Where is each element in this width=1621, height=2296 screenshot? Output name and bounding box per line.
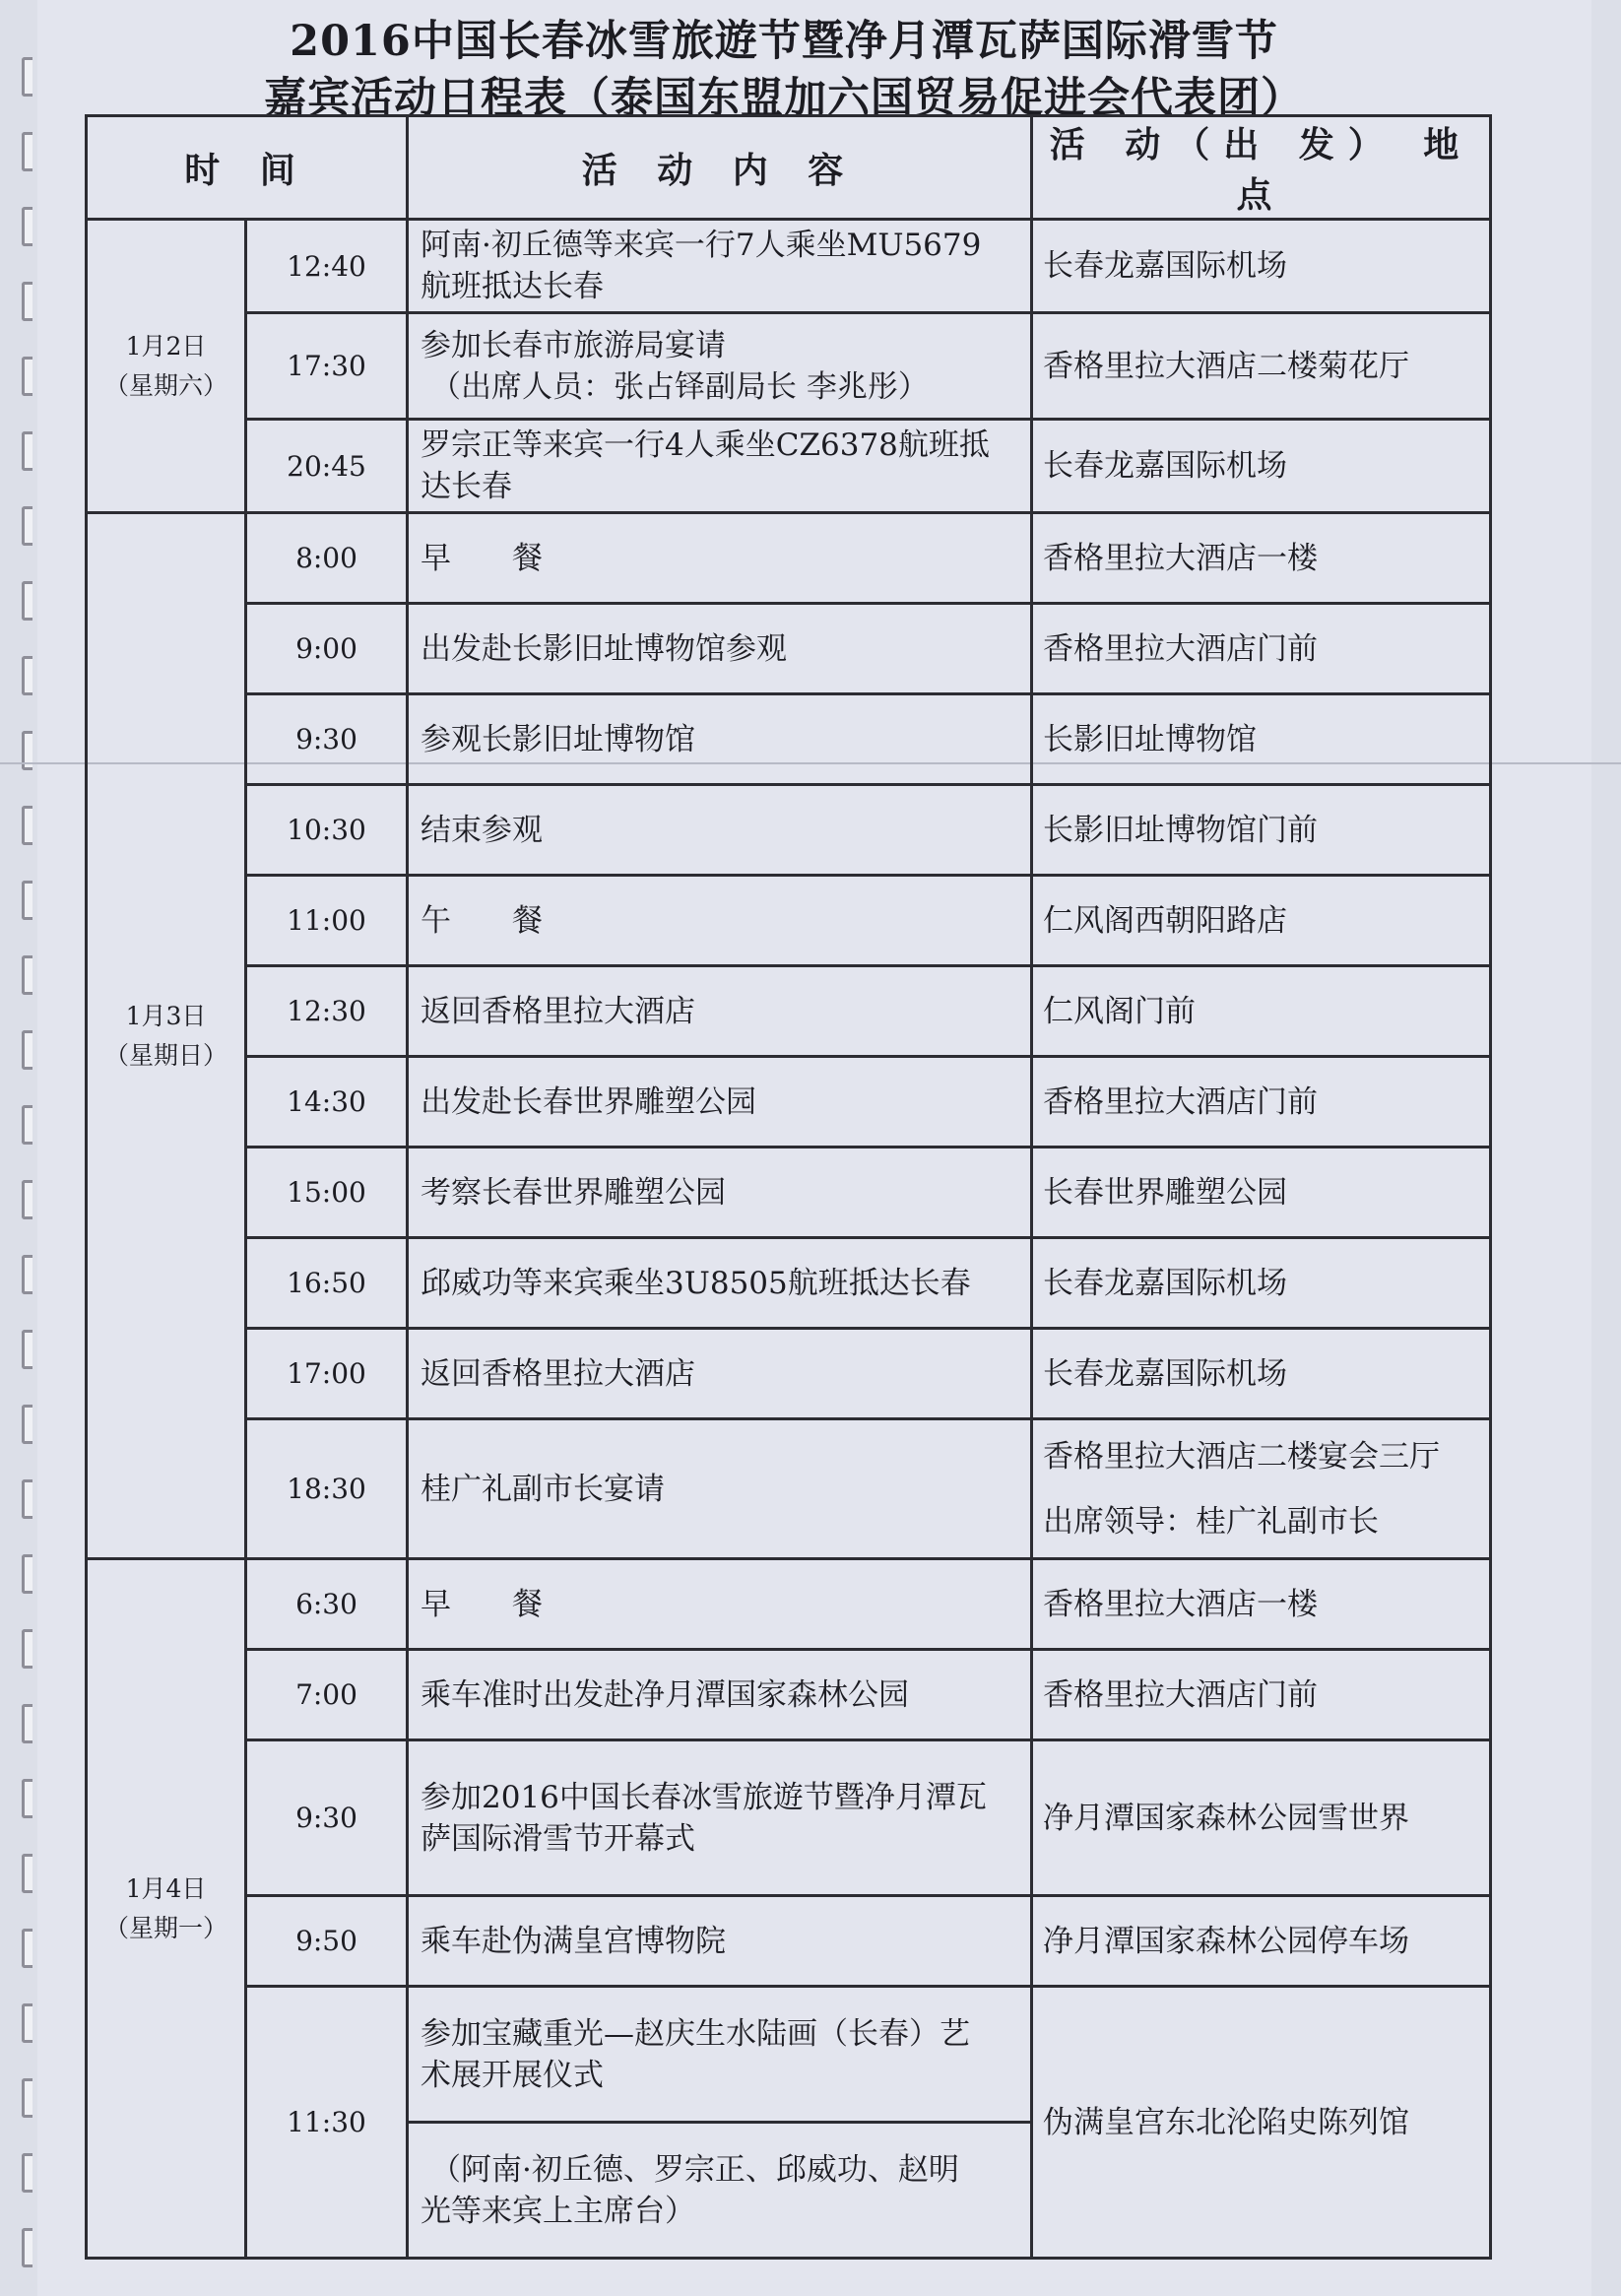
header-time: 时 间 <box>87 116 408 220</box>
time-cell: 11:00 <box>246 876 408 966</box>
content-cell: 考察长春世界雕塑公园 <box>408 1148 1032 1238</box>
location-cell: 长春龙嘉国际机场 <box>1032 1238 1491 1329</box>
time-cell: 7:00 <box>246 1650 408 1740</box>
binding-hole <box>22 731 32 770</box>
location-cell: 长春龙嘉国际机场 <box>1032 420 1491 513</box>
table-row <box>87 513 1491 604</box>
time-cell: 8:00 <box>246 513 408 604</box>
location-cell: 长影旧址博物馆门前 <box>1032 785 1491 876</box>
location-cell: 香格里拉大酒店门前 <box>1032 1057 1491 1148</box>
location-cell: 香格里拉大酒店门前 <box>1032 604 1491 694</box>
time-cell: 11:30 <box>246 1987 408 2259</box>
date-cell <box>87 513 246 1559</box>
binding-hole <box>22 581 32 621</box>
content-cell: 返回香格里拉大酒店 <box>408 966 1032 1057</box>
table-row <box>87 966 1491 1057</box>
content-cell: 出发赴长影旧址博物馆参观 <box>408 604 1032 694</box>
table-row <box>87 420 1491 513</box>
location-cell: 香格里拉大酒店门前 <box>1032 1650 1491 1740</box>
table-row <box>87 313 1491 420</box>
location-cell: 香格里拉大酒店二楼菊花厅 <box>1032 313 1491 420</box>
schedule-table <box>85 114 1492 2260</box>
time-cell: 12:40 <box>246 220 408 313</box>
time-cell: 18:30 <box>246 1419 408 1559</box>
table-row <box>87 1650 1491 1740</box>
binding-hole <box>22 1479 32 1519</box>
location-cell: 香格里拉大酒店一楼 <box>1032 513 1491 604</box>
table-row <box>87 1238 1491 1329</box>
content-text: 参加长春市旅游局宴请 <box>421 327 727 363</box>
content-text: （阿南·初丘德、罗宗正、邱威功、赵明 <box>430 2151 959 2188</box>
content-cell <box>408 420 1032 513</box>
content-text: 参加宝藏重光—赵庆生水陆画（长春）艺 <box>421 2015 971 2052</box>
binding-hole <box>22 2228 32 2267</box>
content-text: 罗宗正等来宾一行4人乘坐CZ6378航班抵 <box>421 427 990 463</box>
date-cell <box>87 220 246 513</box>
binding-hole <box>22 1629 32 1669</box>
content-cell <box>408 313 1032 420</box>
table-row <box>87 1740 1491 1896</box>
binding-hole <box>22 2078 32 2118</box>
date-label: 1月2日 <box>125 331 207 361</box>
binding-hole <box>22 1854 32 1893</box>
content-cell: 返回香格里拉大酒店 <box>408 1329 1032 1419</box>
weekday-label: （星期一） <box>103 1913 227 1942</box>
binding-hole <box>22 2003 32 2043</box>
table-row <box>87 1896 1491 1987</box>
binding-hole <box>22 207 32 246</box>
binding-hole <box>22 656 32 695</box>
location-cell: 长春龙嘉国际机场 <box>1032 1329 1491 1419</box>
table-row <box>87 1419 1491 1559</box>
content-cell <box>408 220 1032 313</box>
time-cell: 9:30 <box>246 694 408 785</box>
content-cell: 午 餐 <box>408 876 1032 966</box>
binding-hole <box>22 1554 32 1594</box>
binding-hole <box>22 282 32 321</box>
content-cell: 参观长影旧址博物馆 <box>408 694 1032 785</box>
time-cell: 15:00 <box>246 1148 408 1238</box>
content-text: 参加2016中国长春冰雪旅遊节暨净月潭瓦 <box>421 1779 987 1815</box>
content-cell <box>408 2123 1032 2259</box>
content-text: 萨国际滑雪节开幕式 <box>421 1820 696 1857</box>
location-cell: 长影旧址博物馆 <box>1032 694 1491 785</box>
time-cell: 17:00 <box>246 1329 408 1419</box>
binding-hole <box>22 1779 32 1818</box>
binding-hole <box>22 1105 32 1145</box>
location-cell: 仁风阁西朝阳路店 <box>1032 876 1491 966</box>
content-text: 航班抵达长春 <box>421 269 605 304</box>
location-cell: 长春世界雕塑公园 <box>1032 1148 1491 1238</box>
weekday-label: （星期日） <box>103 1040 227 1070</box>
table-row <box>87 604 1491 694</box>
binding-hole <box>22 881 32 920</box>
table-row <box>87 785 1491 876</box>
table-row <box>87 1148 1491 1238</box>
document-title-line1: 2016中国长春冰雪旅遊节暨净月潭瓦萨国际滑雪节 <box>290 17 1278 66</box>
content-text: （出席人员：张占铎副局长 李兆彤） <box>430 368 929 405</box>
location-cell: 净月潭国家森林公园停车场 <box>1032 1896 1491 1987</box>
content-text: 达长春 <box>421 469 513 504</box>
content-text: 术展开展仪式 <box>421 2057 605 2093</box>
content-cell: 出发赴长春世界雕塑公园 <box>408 1057 1032 1148</box>
document-title-line2: 嘉宾活动日程表（泰国东盟加六国贸易促进会代表团） <box>264 74 1304 123</box>
binding-hole <box>22 1330 32 1369</box>
content-cell: 结束参观 <box>408 785 1032 876</box>
content-text: 光等来宾上主席台） <box>421 2193 696 2229</box>
binding-hole <box>22 506 32 546</box>
location-cell: 伪满皇宫东北沦陷史陈列馆 <box>1032 1987 1491 2259</box>
time-cell: 9:00 <box>246 604 408 694</box>
table-row <box>87 1987 1491 2123</box>
content-cell <box>408 1740 1032 1896</box>
binding-hole <box>22 431 32 471</box>
binding-hole <box>22 2153 32 2193</box>
binding-hole <box>22 955 32 995</box>
time-cell: 17:30 <box>246 313 408 420</box>
binding-hole <box>22 357 32 396</box>
binding-hole <box>22 1929 32 1968</box>
binding-hole <box>22 1704 32 1743</box>
date-label: 1月3日 <box>125 1001 207 1030</box>
time-cell: 10:30 <box>246 785 408 876</box>
binding-hole <box>22 132 32 171</box>
binding-hole <box>22 1180 32 1219</box>
binding-hole <box>22 806 32 845</box>
time-cell: 9:50 <box>246 1896 408 1987</box>
time-cell: 6:30 <box>246 1559 408 1650</box>
table-row <box>87 1329 1491 1419</box>
content-cell: 乘车准时出发赴净月潭国家森林公园 <box>408 1650 1032 1740</box>
location-cell <box>1032 1419 1491 1559</box>
binding-hole <box>22 57 32 97</box>
location-text: 出席领导：桂广礼副市长 <box>1043 1503 1380 1540</box>
time-cell: 20:45 <box>246 420 408 513</box>
table-row <box>87 1559 1491 1650</box>
header-content: 活 动 内 容 <box>408 116 1032 220</box>
binding-hole <box>22 1255 32 1294</box>
location-cell: 香格里拉大酒店一楼 <box>1032 1559 1491 1650</box>
header-row <box>87 116 1491 220</box>
content-cell: 邱威功等来宾乘坐3U8505航班抵达长春 <box>408 1238 1032 1329</box>
time-cell: 9:30 <box>246 1740 408 1896</box>
content-text: 阿南·初丘德等来宾一行7人乘坐MU5679 <box>421 228 982 263</box>
date-cell <box>87 1559 246 2259</box>
time-cell: 12:30 <box>246 966 408 1057</box>
weekday-label: （星期六） <box>103 370 227 400</box>
content-cell: 早 餐 <box>408 513 1032 604</box>
table-row <box>87 220 1491 313</box>
header-location: 活 动（出 发） 地 点 <box>1032 116 1491 220</box>
content-cell: 桂广礼副市长宴请 <box>408 1419 1032 1559</box>
binding-holes <box>22 0 41 2296</box>
location-text: 香格里拉大酒店二楼宴会三厅 <box>1043 1438 1441 1475</box>
location-cell: 长春龙嘉国际机场 <box>1032 220 1491 313</box>
content-cell <box>408 1987 1032 2123</box>
location-cell: 净月潭国家森林公园雪世界 <box>1032 1740 1491 1896</box>
date-label: 1月4日 <box>125 1873 207 1903</box>
time-cell: 14:30 <box>246 1057 408 1148</box>
table-row <box>87 1057 1491 1148</box>
time-cell: 16:50 <box>246 1238 408 1329</box>
content-cell: 乘车赴伪满皇宫博物院 <box>408 1896 1032 1987</box>
location-cell: 仁风阁门前 <box>1032 966 1491 1057</box>
table-row <box>87 694 1491 785</box>
table-row <box>87 876 1491 966</box>
binding-hole <box>22 1030 32 1070</box>
content-cell: 早 餐 <box>408 1559 1032 1650</box>
binding-hole <box>22 1405 32 1444</box>
